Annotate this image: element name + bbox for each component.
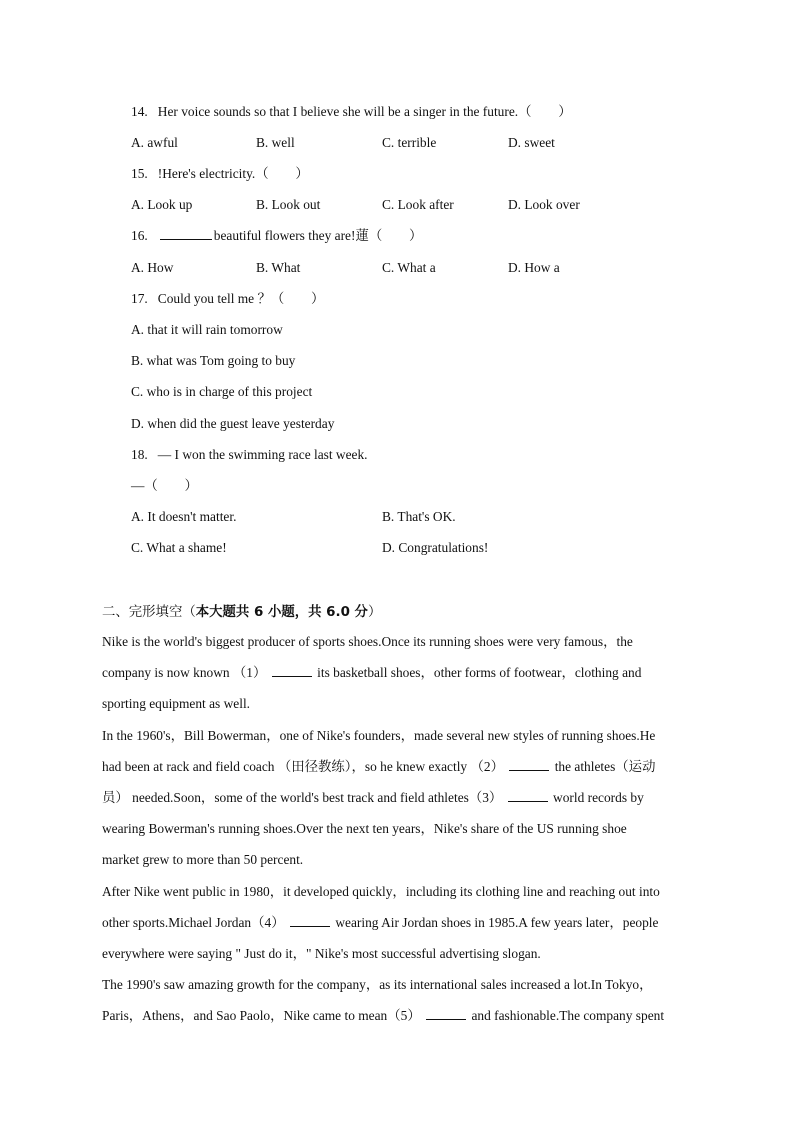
blank-2	[509, 758, 549, 771]
passage-text: 员） needed.Soon，some of the world's best track and field athletes（3）	[102, 790, 503, 805]
section-title-bold: 本大题共 6 小题，共 6.0 分	[195, 605, 368, 620]
passage-text: world records by	[553, 790, 644, 805]
blank-5	[426, 1007, 466, 1020]
passage-line: market grew to more than 50 percent.	[102, 852, 304, 867]
question-stem: beautiful flowers they are!蓮（ ）	[213, 228, 423, 243]
passage-text: wearing Air Jordan shoes in 1985.A few years later，people	[335, 915, 659, 930]
passage-text: had been at rack and field coach （田径教练），so he knew exactly （2）	[102, 759, 504, 774]
section-title	[102, 601, 381, 620]
question-number: 15.	[131, 166, 148, 181]
option-c: C. What a	[382, 260, 436, 275]
passage-text: and fashionable.The company spent	[471, 1008, 665, 1023]
question-stem: Her voice sounds so that I believe she will be a singer in the future.（ ）	[157, 104, 572, 119]
option-d: D. Congratulations!	[382, 540, 489, 555]
passage-line: The 1990's saw amazing growth for the company，as its international sales increased a lot.In Tokyo，	[102, 977, 653, 992]
passage-text: company is now known （1）	[102, 665, 267, 680]
option-d: D. Look over	[508, 197, 580, 212]
question-18	[131, 446, 368, 464]
question-number: 16.	[131, 228, 148, 243]
section-title-suffix: ）	[367, 605, 382, 620]
question-number: 17.	[131, 291, 148, 306]
question-number: 14.	[131, 104, 148, 119]
passage-line: sporting equipment as well.	[102, 696, 251, 711]
passage-line: After Nike went public in 1980，it developed quickly，including its clothing line and reaching out into	[102, 884, 660, 899]
question-16	[131, 227, 422, 245]
passage-text: Paris，Athens，and Sao Paolo，Nike came to mean（5）	[102, 1008, 421, 1023]
passage-text: the athletes（运动	[554, 759, 656, 774]
blank-1	[272, 664, 312, 677]
option-a: A. Look up	[131, 197, 193, 212]
blank-3	[508, 789, 548, 802]
question-14	[131, 103, 572, 121]
option-a: A. that it will rain tomorrow	[131, 322, 283, 337]
passage-line	[102, 664, 702, 682]
question-17	[131, 290, 324, 308]
passage-line: In the 1960's，Bill Bowerman，one of Nike's founders，made several new styles of running shoes.He	[102, 728, 656, 743]
question-stem: Could you tell me ？（ ）	[157, 291, 325, 306]
passage-line	[102, 1007, 702, 1025]
question-15	[131, 165, 309, 183]
passage-line: Nike is the world's biggest producer of sports shoes.Once its running shoes were very famous，the	[102, 634, 633, 649]
passage-line: everywhere were saying " Just do it，" Nike's most successful advertising slogan.	[102, 946, 541, 961]
question-reply: —（ ）	[131, 478, 198, 493]
question-stem: !Here's electricity.（ ）	[157, 166, 309, 181]
option-c: C. terrible	[382, 135, 437, 150]
option-d: D. when did the guest leave yesterday	[131, 416, 335, 431]
section-title-prefix: 二、完形填空（	[102, 605, 196, 620]
passage-text: its basketball shoes，other forms of footwear，clothing and	[317, 665, 642, 680]
option-c: C. What a shame!	[131, 540, 227, 555]
option-c: C. Look after	[382, 197, 454, 212]
option-b: B. Look out	[256, 197, 321, 212]
question-stem: — I won the swimming race last week.	[157, 447, 368, 462]
question-number: 18.	[131, 447, 148, 462]
option-d: D. How a	[508, 260, 560, 275]
option-a: A. awful	[131, 135, 178, 150]
option-c: C. who is in charge of this project	[131, 384, 313, 399]
answer-blank	[160, 227, 212, 240]
option-b: B. what was Tom going to buy	[131, 353, 296, 368]
passage-text: other sports.Michael Jordan（4）	[102, 915, 285, 930]
blank-4	[290, 914, 330, 927]
option-b: B. That's OK.	[382, 509, 456, 524]
passage-line	[102, 914, 702, 932]
option-b: B. What	[256, 260, 301, 275]
option-d: D. sweet	[508, 135, 555, 150]
option-a: A. How	[131, 260, 174, 275]
option-a: A. It doesn't matter.	[131, 509, 237, 524]
passage-line	[102, 758, 702, 776]
passage-line	[102, 789, 702, 807]
option-b: B. well	[256, 135, 295, 150]
passage-line: wearing Bowerman's running shoes.Over the next ten years，Nike's share of the US running shoe	[102, 821, 627, 836]
